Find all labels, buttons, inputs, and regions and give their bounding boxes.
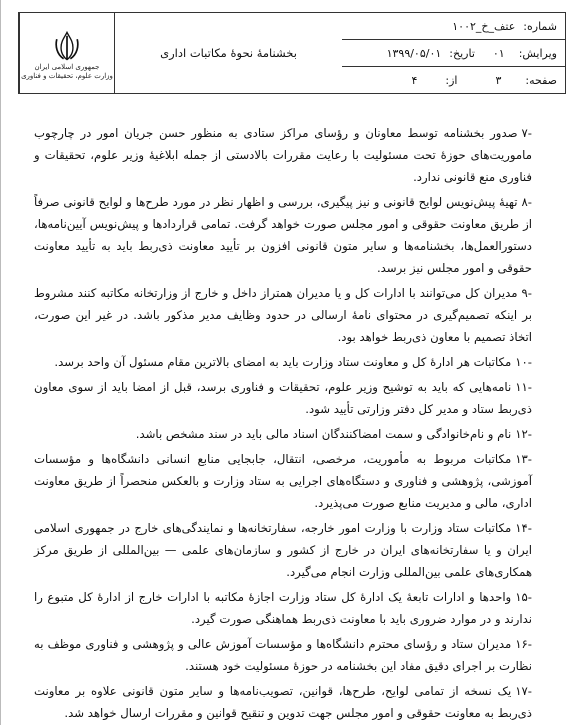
item-text: واحدها و ادارات تابعهٔ یک ادارهٔ کل ستاد وزارت اجازهٔ مکاتبه با ادارات خارج از ادارهٔ کل متبوع را ندارند و در موارد ضروری باید با معاونت ذی‌ربط هماهنگی صورت گیرد.: [34, 590, 532, 626]
list-item: [34, 586, 532, 630]
logo-line-1: جمهوری اسلامی ایران: [34, 63, 100, 71]
revision-label: ویرایش:: [518, 46, 557, 60]
meta-row-number: [342, 13, 565, 40]
list-item: [34, 351, 532, 373]
page-label: صفحه:: [525, 73, 557, 87]
item-number: -۱۶: [515, 637, 532, 651]
item-text: مدیران ستاد و رؤسای محترم دانشگاه‌ها و مؤسسات آموزش عالی و پژوهشی و فناوری موظف به نظارت بر اجرای دقیق مفاد این بخشنامه در حوزهٔ مسئولیت خود هستند.: [34, 637, 532, 673]
of-label: از:: [445, 73, 458, 87]
list-item: [34, 191, 532, 279]
item-text: تهیهٔ پیش‌نویس لوایح قانونی و نیز پیگیری، بررسی و اظهار نظر در مورد طرح‌ها و لوایح قانونی صرفاً از طریق معاونت حقوقی و امور مجلس صورت خواهد گرفت. تمامی قراردادها و پیش‌نویس آیین‌نامه‌ها، دستورالعمل‌ها، بخشنامه‌ها و سایر متون قانونی افزون بر تأیید معاونت ذی‌ربط باید به تأیید معاونت حقوقی و امور مجلس نیز برسد.: [34, 195, 532, 275]
date-label: تاریخ:: [449, 46, 475, 60]
item-number: -۱۰: [515, 355, 532, 369]
item-text: مکاتبات مربوط به مأموریت، مرخصی، انتقال، جابجایی منابع انسانی دانشگاه‌ها و مؤسسات آموزشی، پژوهشی و فناوری و دستگاه‌های اجرایی به ستاد وزارت و بالعکس منحصراً از طریق معاونت اداری، مالی و مدیریت منابع صورت می‌پذیرد.: [34, 452, 532, 510]
revision-value: ۰۱: [492, 46, 505, 60]
list-item: [34, 517, 532, 583]
item-text: مکاتبات هر ادارهٔ کل و معاونت ستاد وزارت باید به امضای بالاترین مقام مسئول آن واحد برسد.: [54, 355, 512, 369]
ministry-logo: [19, 13, 114, 93]
list-item: [34, 680, 532, 724]
list-item: [34, 122, 532, 188]
date-value: ۱۳۹۹/۰۵/۰۱: [386, 46, 442, 60]
item-number: -۹: [521, 286, 532, 300]
of-value: ۴: [411, 73, 418, 87]
item-text: صدور بخشنامه توسط معاونان و رؤسای مراکز ستادی به منظور حسن جریان امور در چارچوب ماموریت‌های حوزهٔ تحت مسئولیت با رعایت مقررات بالادستی از جمله ابلاغیهٔ وزیر علوم، تحقیقات و فناوری منع قانونی ندارد.: [34, 126, 532, 184]
document-title: بخشنامهٔ نحوهٔ مکاتبات اداری: [114, 13, 342, 93]
item-text: مکاتبات ستاد وزارت با وزارت امور خارجه، سفارتخانه‌ها و نمایندگی‌های خارج در جمهوری اسلامی ایران و یا سفارتخانه‌های ایران در خارج از کشور و سازمان‌های علمی — بین‌المللی از طریق مرکز همکاری‌های علمی بین‌المللی وزارت انجام می‌گیرد.: [34, 521, 532, 579]
item-text: یک نسخه از تمامی لوایح، طرح‌ها، قوانین، تصویب‌نامه‌ها و سایر متون قانونی علاوه بر معاونت ذی‌ربط به معاونت حقوقی و امور مجلس جهت تدوین و تنقیح قوانین و مقررات ارسال خواهد شد.: [34, 684, 532, 720]
list-item: [34, 282, 532, 348]
list-item: [34, 376, 532, 420]
item-number: -۱۴: [515, 521, 532, 535]
number-value: عتف_خ_۱۰۰۲: [452, 19, 516, 33]
number-label: شماره:: [523, 19, 557, 33]
list-item: [34, 633, 532, 677]
item-number: -۷: [521, 126, 532, 140]
header-meta: [342, 13, 565, 93]
page-value: ۳: [495, 73, 502, 87]
item-number: -۱۷: [515, 684, 532, 698]
item-text: نامه‌هایی که باید به توشیح وزیر علوم، تحقیقات و فناوری برسد، قبل از امضا باید از سوی معاون ذی‌ربط ستاد و مدیر کل دفتر وزارتی تأیید شود.: [34, 380, 532, 416]
item-number: -۱۳: [515, 452, 532, 466]
item-text: مدیران کل می‌توانند با ادارات کل و یا مدیران همتراز داخل و خارج از وزارتخانه مکاتبه کنند مشروط بر اینکه تصمیم‌گیری در محتوای نامهٔ ارسالی در حدود وظایف مدیر مذکور باشد. در غیر این صورت، اتخاذ تصمیم با معاون ذی‌ربط خواهد بود.: [34, 286, 532, 344]
list-item: [34, 423, 532, 445]
logo-line-2: وزارت علوم، تحقیقات و فناوری: [21, 72, 113, 80]
emblem-icon: [50, 29, 84, 63]
document-body: [34, 122, 532, 727]
item-number: -۱۲: [515, 427, 532, 441]
document-header: [18, 12, 566, 94]
item-number: -۱۵: [515, 590, 532, 604]
item-number: -۸: [521, 195, 532, 209]
item-number: -۱۱: [515, 380, 532, 394]
item-text: نام و نام‌خانوادگی و سمت امضاکنندگان اسناد مالی باید در سند مشخص باشد.: [135, 427, 512, 441]
meta-row-page: [342, 67, 565, 93]
meta-row-revision: [342, 40, 565, 67]
list-item: [34, 448, 532, 514]
